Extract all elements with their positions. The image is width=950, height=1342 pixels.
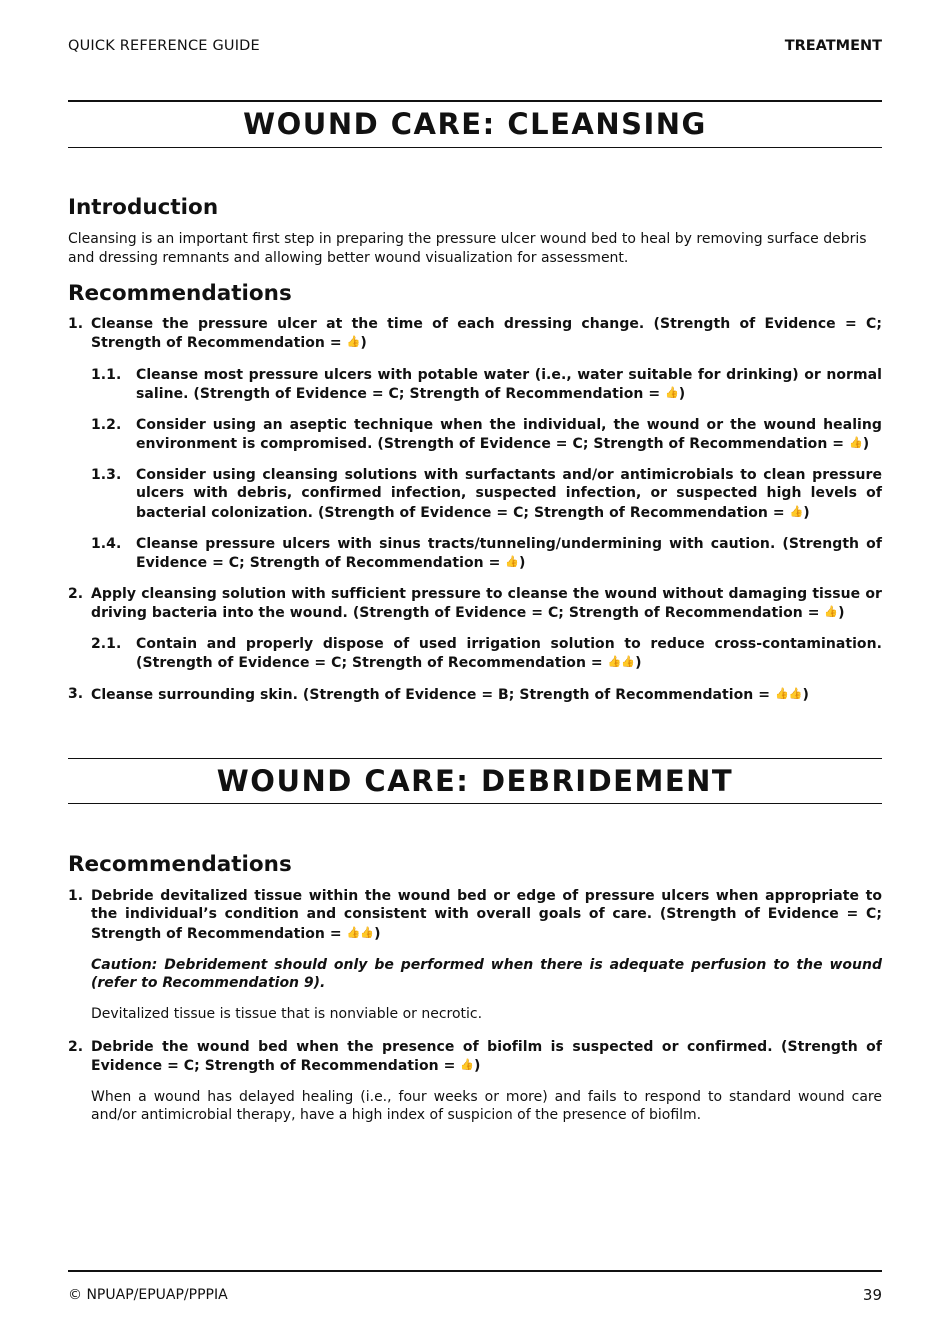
debridement-recommendation-2: 2. Debride the wound bed when the presence of biofilm is suspected or confirmed. (Strength of Evidence = C; Strength of Recommendation = 👍) xyxy=(68,1039,882,1075)
introduction-text: Cleansing is an important first step in preparing the pressure ulcer wound bed to heal by removing surface debris and dressing remnants and allowing better wound visualization for assessment. xyxy=(68,231,867,266)
recommendation-number: 1.4. xyxy=(91,536,122,552)
running-header-title: QUICK REFERENCE GUIDE xyxy=(68,38,260,54)
recommendation-number: 2. xyxy=(68,1039,84,1055)
recommendation-2: 2. Apply cleansing solution with sufficient pressure to cleanse the wound without damaging tissue or driving bacteria into the wound. (Strength of Evidence = C; Strength of Recommendation = 👍) xyxy=(68,586,882,622)
recommendation-text: Cleanse pressure ulcers with sinus tracts/tunneling/undermining with caution. (Strength of Evidence = C; Strength of Recommendation = xyxy=(136,536,882,572)
recommendation-text: Debride devitalized tissue within the wound bed or edge of pressure ulcers when appropriate to the individual’s condition and consistent with overall goals of care. (Strength of Evidence = C; Strength of Recommendation = xyxy=(91,888,882,942)
page-number: 39 xyxy=(862,1286,882,1304)
recommendation-1: 1. Cleanse the pressure ulcer at the time of each dressing change. (Strength of Evidence = C; Strength of Recommendation = 👍) xyxy=(68,316,882,352)
recommendation-number: 3. xyxy=(68,686,84,702)
debridement-title: WOUND CARE: DEBRIDEMENT xyxy=(216,764,734,798)
title-rule-bottom xyxy=(68,803,882,804)
thumbs-up-icon: 👍 xyxy=(665,386,679,400)
recommendation-text: Contain and properly dispose of used irrigation solution to reduce cross-contamination. (Strength of Evidence = C; Strength of Recommendation = xyxy=(136,636,882,672)
recommendation-number: 1. xyxy=(68,888,84,904)
copyright: © NPUAP/EPUAP/PPPIA xyxy=(68,1287,228,1303)
recommendation-number: 2.1. xyxy=(91,636,122,652)
caution-note: Caution: Debridement should only be performed when there is adequate perfusion to the wound (refer to Recommendation 9). xyxy=(91,957,882,992)
debridement-recommendation-1: 1. Debride devitalized tissue within the wound bed or edge of pressure ulcers when appropriate to the individual’s condition and consistent with overall goals of care. (Strength of Evidence = C; Strength of Recommendation = 👍👍) xyxy=(68,888,882,942)
recommendation-text: Debride the wound bed when the presence of biofilm is suspected or confirmed. (Strength of Evidence = C; Strength of Recommendation = xyxy=(91,1039,882,1075)
recommendation-1-1: 1.1. Cleanse most pressure ulcers with potable water (i.e., water suitable for drinking) or normal saline. (Strength of Evidence = C; Strength of Recommendation = 👍) xyxy=(91,367,882,403)
thumbs-up-icon: 👍 xyxy=(346,335,361,349)
recommendation-number: 2. xyxy=(68,586,84,602)
running-header-section: TREATMENT xyxy=(784,38,882,54)
cleansing-title-block xyxy=(68,100,882,148)
thumbs-up-icon: 👍 xyxy=(824,605,839,619)
introduction-heading: Introduction xyxy=(68,195,219,220)
recommendation-2-1: 2.1. Contain and properly dispose of used irrigation solution to reduce cross-contamination. (Strength of Evidence = C; Strength of Recommendation = 👍👍) xyxy=(91,636,882,672)
debridement-title-block xyxy=(68,758,882,804)
recommendation-number: 1.1. xyxy=(91,367,122,383)
recommendation-1-3: 1.3. Consider using cleansing solutions with surfactants and/or antimicrobials to clean pressure ulcers with debris, confirmed infection, suspected infection, or suspected high levels of bacterial colonization. (Strength of Evidence = C; Strength of Recommendation = 👍) xyxy=(91,467,882,521)
title-rule-bottom xyxy=(68,147,882,148)
recommendation-text: Cleanse the pressure ulcer at the time of each dressing change. (Strength of Evidence = C; Strength of Recommendation = xyxy=(91,316,882,352)
recommendation-number: 1.3. xyxy=(91,467,122,483)
thumbs-up-icon: 👍👍 xyxy=(346,925,375,939)
recommendation-1-2: 1.2. Consider using an aseptic technique when the individual, the wound or the wound healing environment is compromised. (Strength of Evidence = C; Strength of Recommendation = 👍) xyxy=(91,417,882,453)
recommendation-1-4: 1.4. Cleanse pressure ulcers with sinus tracts/tunneling/undermining with caution. (Strength of Evidence = C; Strength of Recommendation = 👍) xyxy=(91,536,882,572)
thumbs-up-icon: 👍 xyxy=(848,436,863,450)
thumbs-up-icon: 👍👍 xyxy=(774,687,803,700)
footer-rule xyxy=(68,1270,882,1272)
cleansing-title: WOUND CARE: CLEANSING xyxy=(243,107,707,141)
devitalized-tissue-note: Devitalized tissue is tissue that is nonviable or necrotic. xyxy=(91,1006,483,1022)
recommendation-text: Consider using cleansing solutions with surfactants and/or antimicrobials to clean pressure ulcers with debris, confirmed infection, suspected infection, or suspected high levels of bacterial colonization. (Strength of Evidence = C; Strength of Recommendation = xyxy=(136,467,882,521)
recommendation-3: 3. Cleanse surrounding skin. (Strength of Evidence = B; Strength of Recommendation = 👍👍) xyxy=(68,686,809,703)
thumbs-up-icon: 👍👍 xyxy=(607,655,636,669)
cleansing-recommendations-heading: Recommendations xyxy=(68,281,292,306)
recommendation-number: 1.2. xyxy=(91,417,122,433)
recommendation-text: Consider using an aseptic technique when the individual, the wound or the wound healing environment is compromised. (Strength of Evidence = C; Strength of Recommendation = xyxy=(136,417,882,453)
recommendation-text: Apply cleansing solution with sufficient pressure to cleanse the wound without damaging tissue or driving bacteria into the wound. (Strength of Evidence = C; Strength of Recommendation = xyxy=(91,586,882,622)
biofilm-note: When a wound has delayed healing (i.e., four weeks or more) and fails to respond to standard wound care and/or antimicrobial therapy, have a high index of suspicion of the presence of biofilm. xyxy=(91,1089,882,1124)
debridement-recommendations-heading: Recommendations xyxy=(68,852,292,877)
thumbs-up-icon: 👍 xyxy=(505,555,520,569)
recommendation-text: Cleanse most pressure ulcers with potable water (i.e., water suitable for drinking) or normal saline. (Strength of Evidence = C; Strength of Recommendation = xyxy=(136,367,882,403)
thumbs-up-icon: 👍 xyxy=(789,504,804,518)
page xyxy=(68,0,882,1342)
recommendation-text: Cleanse surrounding skin. (Strength of Evidence = B; Strength of Recommendation = xyxy=(91,687,775,703)
recommendation-number: 1. xyxy=(68,316,84,332)
thumbs-up-icon: 👍 xyxy=(460,1058,475,1072)
